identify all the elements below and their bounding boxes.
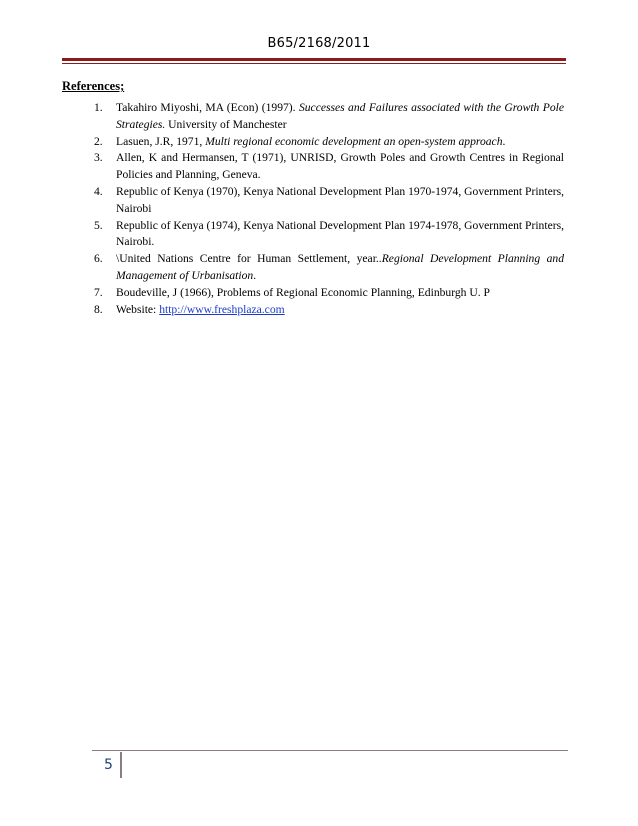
reference-item bbox=[94, 134, 564, 151]
reference-part: Lasuen, J.R, 1971, bbox=[116, 134, 206, 148]
reference-number: 8. bbox=[94, 302, 103, 316]
reference-part: Website: bbox=[116, 302, 160, 316]
reference-number: 3. bbox=[94, 151, 103, 165]
header-rule bbox=[62, 58, 566, 61]
reference-part: University of Manchester bbox=[165, 117, 287, 131]
references-list bbox=[94, 100, 564, 318]
reference-number: 7. bbox=[94, 285, 103, 299]
reference-title: Successes and Failures associated with the Growth Pole Strategies. bbox=[116, 101, 564, 131]
header-rule-thin bbox=[62, 63, 566, 64]
reference-title: Multi regional economic development an open-system approach bbox=[205, 134, 503, 148]
reference-title: Regional Development Planning and Management of Urbanisation bbox=[116, 252, 564, 282]
references-heading: References; bbox=[62, 79, 125, 93]
reference-item bbox=[94, 218, 564, 252]
reference-text bbox=[116, 252, 564, 282]
reference-item bbox=[94, 285, 564, 302]
website-link[interactable]: http://www.freshplaza.com bbox=[159, 302, 285, 316]
reference-item bbox=[94, 251, 564, 285]
reference-number: 2. bbox=[94, 134, 103, 148]
reference-text bbox=[116, 135, 505, 148]
reference-text bbox=[116, 151, 564, 181]
reference-part: Takahiro Miyoshi, MA (Econ) (1997). bbox=[116, 101, 299, 114]
footer-rule bbox=[92, 750, 568, 751]
reference-text bbox=[116, 286, 490, 299]
reference-part: Allen, K and Hermansen, T (1971), UNRISD, Growth Poles and Growth Centres in Regional Policies and Planning, Geneva. bbox=[116, 151, 564, 182]
reference-part: Republic of Kenya (1970), Kenya National Development Plan 1970-1974, Government Printers, Nairobi bbox=[116, 184, 564, 215]
footer-divider bbox=[120, 752, 122, 778]
reference-part: \United Nations Centre for Human Settlement, year.. bbox=[116, 252, 382, 266]
page-number: 5 bbox=[104, 757, 113, 773]
reference-text bbox=[116, 219, 564, 249]
reference-number: 4. bbox=[94, 184, 103, 198]
reference-part: . bbox=[502, 134, 506, 148]
reference-item bbox=[94, 302, 564, 319]
reference-text bbox=[116, 101, 564, 131]
reference-part: Boudeville, J (1966), Problems of Regional Economic Planning, Edinburgh U. P bbox=[116, 285, 490, 299]
reference-text bbox=[116, 185, 564, 215]
reference-number: 1. bbox=[94, 101, 103, 114]
reference-text bbox=[116, 303, 285, 316]
reference-item bbox=[94, 184, 564, 218]
reference-number: 6. bbox=[94, 252, 103, 266]
reference-item bbox=[94, 100, 564, 134]
reference-part: Republic of Kenya (1974), Kenya National Development Plan 1974-1978, Government Printers, Nairobi. bbox=[116, 218, 564, 249]
reference-part: . bbox=[253, 268, 257, 282]
reference-item bbox=[94, 150, 564, 184]
document-header-title: B65/2168/2011 bbox=[267, 36, 371, 51]
reference-number: 5. bbox=[94, 218, 103, 232]
